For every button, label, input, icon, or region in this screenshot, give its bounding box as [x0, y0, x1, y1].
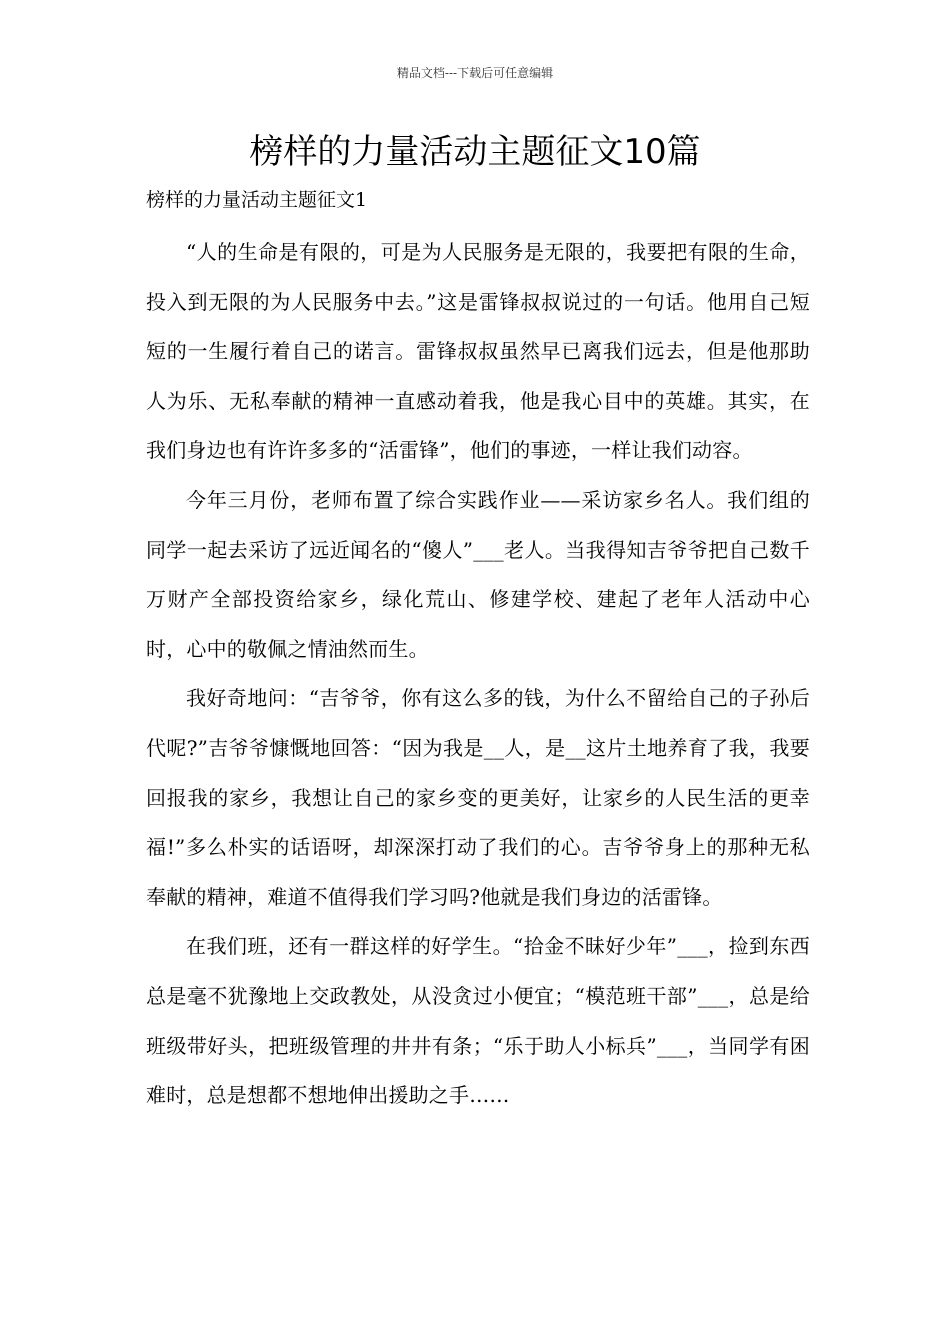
paragraph: 今年三月份，老师布置了综合实践作业——采访家乡名人。我们组的同学一起去采访了远近闻名的“傻人”___老人。当我得知吉爷爷把自己数千万财产全部投资给家乡，绿化荒山、修建学校、建起了老年人活动中心时，心中的敬佩之情油然而生。: [146, 487, 810, 661]
paragraph: 在我们班，还有一群这样的好学生。“拾金不昧好少年”___，捡到东西总是毫不犹豫地上交政教处，从没贪过小便宜；“模范班干部”___，总是给班级带好头，把班级管理的井井有条；“乐于助人小标兵”___，当同学有困难时，总是想都不想地伸出援助之手……: [146, 934, 810, 1108]
document-title: 榜样的力量活动主题征文10篇: [249, 132, 701, 172]
paragraph: “人的生命是有限的，可是为人民服务是无限的，我要把有限的生命，投入到无限的为人民服务中去。”这是雷锋叔叔说过的一句话。他用自己短短的一生履行着自己的诺言。雷锋叔叔虽然早已离我们远去，但是他那助人为乐、无私奉献的精神一直感动着我，他是我心目中的英雄。其实，在我们身边也有许许多多的“活雷锋”，他们的事迹，一样让我们动容。: [146, 240, 810, 463]
body-text: [146, 228, 810, 1121]
section-subtitle: 榜样的力量活动主题征文1: [146, 189, 368, 211]
header-note: 精品文档---下载后可任意编辑: [396, 66, 554, 80]
paragraph: 我好奇地问：“吉爷爷，你有这么多的钱，为什么不留给自己的子孙后代呢?”吉爷爷慷慨地回答：“因为我是__人，是__这片土地养育了我，我要回报我的家乡，我想让自己的家乡变的更美好，让家乡的人民生活的更幸福!”多么朴实的话语呀，却深深打动了我们的心。吉爷爷身上的那种无私奉献的精神，难道不值得我们学习吗?他就是我们身边的活雷锋。: [146, 686, 810, 909]
